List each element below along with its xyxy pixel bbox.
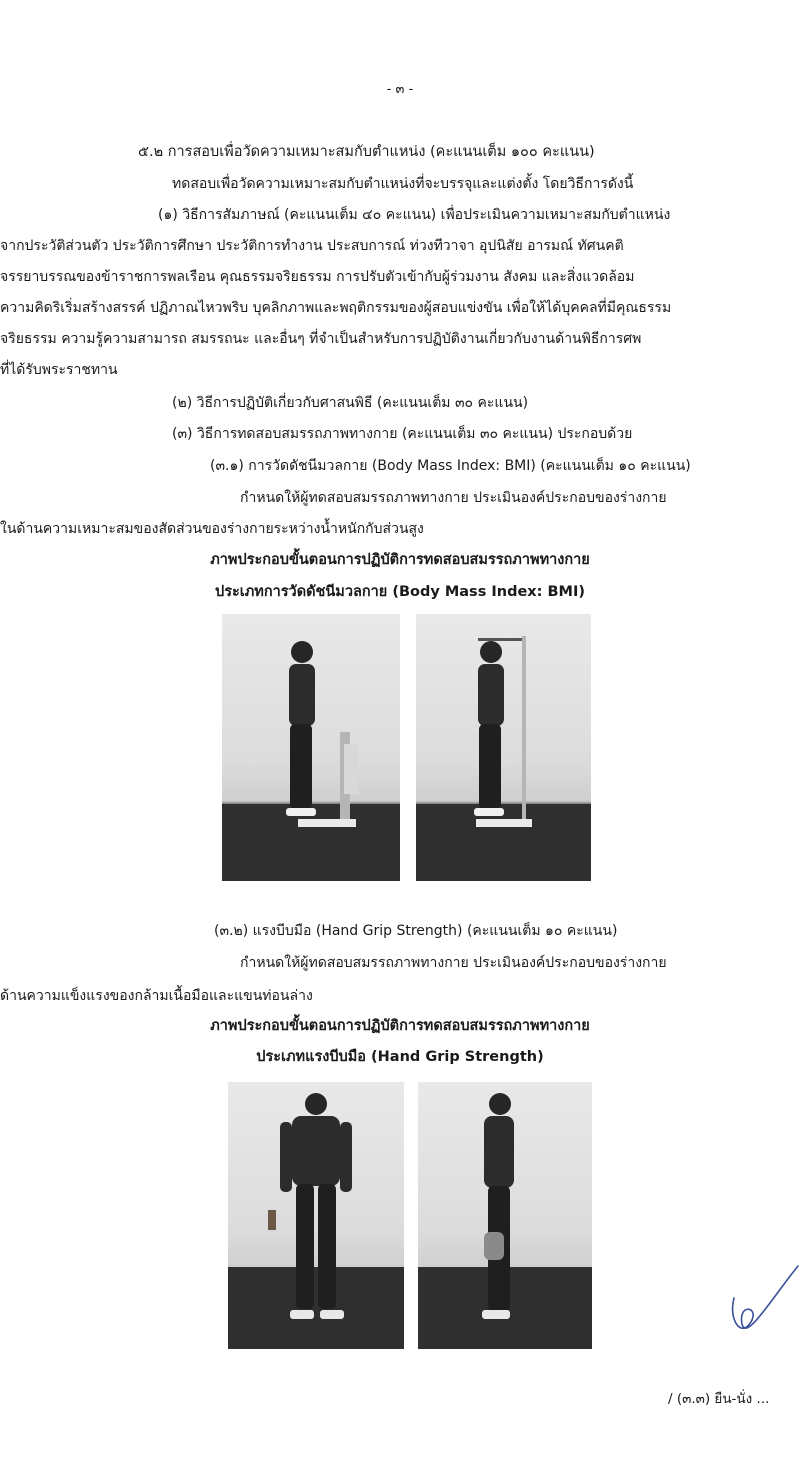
section-intro: ทดสอบเพื่อวัดความเหมาะสมกับตำแหน่งที่จะบรรจุและแต่งตั้ง โดยวิธีการดังนี้ (172, 176, 634, 192)
bmi-heading: (๓.๑) การวัดดัชนีมวลกาย (Body Mass Index: BMI) (คะแนนเต็ม ๑๐ คะแนน) (210, 458, 691, 474)
signature-mark (724, 1258, 800, 1342)
grip-heading: (๓.๒) แรงบีบมือ (Hand Grip Strength) (คะแนนเต็ม ๑๐ คะแนน) (214, 923, 618, 939)
interview-line: ที่ได้รับพระราชทาน (0, 362, 118, 378)
bmi-description: กำหนดให้ผู้ทดสอบสมรรถภาพทางกาย ประเมินองค์ประกอบของร่างกาย (240, 490, 667, 506)
bmi-description: ในด้านความเหมาะสมของสัดส่วนของร่างกายระหว่างน้ำหนักกับส่วนสูง (0, 521, 424, 537)
interview-line: จริยธรรม ความรู้ความสามารถ สมรรถนะ และอื่นๆ ที่จำเป็นสำหรับการปฏิบัติงานเกี่ยวกับงานด้านพิธีการศพ (0, 331, 642, 347)
photo-grip-side (418, 1082, 592, 1349)
interview-line: ความคิดริเริ่มสร้างสรรค์ ปฏิภาณไหวพริบ บุคลิกภาพและพฤติกรรมของผู้สอบแข่งขัน เพื่อให้ได้บุคคลที่มีคุณธรรม (0, 300, 672, 316)
interview-line: จากประวัติส่วนตัว ประวัติการศึกษา ประวัติการทำงาน ประสบการณ์ ท่วงทีวาจา อุปนิสัย อารมณ์ ทัศนคติ (0, 238, 624, 254)
section-heading: ๕.๒ การสอบเพื่อวัดความเหมาะสมกับตำแหน่ง (คะแนนเต็ม ๑๐๐ คะแนน) (138, 144, 595, 160)
interview-line: จรรยาบรรณของข้าราชการพลเรือน คุณธรรมจริยธรรม การปรับตัวเข้ากับผู้ร่วมงาน สังคม และสิ่งแวดล้อม (0, 269, 635, 285)
grip-caption: ภาพประกอบขั้นตอนการปฏิบัติการทดสอบสมรรถภาพทางกาย (210, 1018, 590, 1034)
interview-line: (๑) วิธีการสัมภาษณ์ (คะแนนเต็ม ๔๐ คะแนน) เพื่อประเมินความเหมาะสมกับตำแหน่ง (158, 207, 671, 223)
religious-practice-item: (๒) วิธีการปฏิบัติเกี่ยวกับศาสนพิธี (คะแนนเต็ม ๓๐ คะแนน) (172, 395, 529, 411)
photo-bmi-height (416, 614, 591, 881)
grip-caption: ประเภทแรงบีบมือ (Hand Grip Strength) (256, 1049, 544, 1065)
photo-grip-front (228, 1082, 404, 1349)
continuation-marker: / (๓.๓) ยืน-นั่ง ... (668, 1391, 770, 1407)
physical-test-item: (๓) วิธีการทดสอบสมรรถภาพทางกาย (คะแนนเต็ม ๓๐ คะแนน) ประกอบด้วย (172, 426, 633, 442)
photo-bmi-weight (222, 614, 400, 881)
grip-description: ด้านความแข็งแรงของกล้ามเนื้อมือและแขนท่อนล่าง (0, 988, 313, 1004)
bmi-caption: ภาพประกอบขั้นตอนการปฏิบัติการทดสอบสมรรถภาพทางกาย (210, 552, 590, 568)
page-number: - ๓ - (386, 82, 414, 97)
grip-description: กำหนดให้ผู้ทดสอบสมรรถภาพทางกาย ประเมินองค์ประกอบของร่างกาย (240, 955, 667, 971)
bmi-caption: ประเภทการวัดดัชนีมวลกาย (Body Mass Index: BMI) (214, 584, 586, 600)
